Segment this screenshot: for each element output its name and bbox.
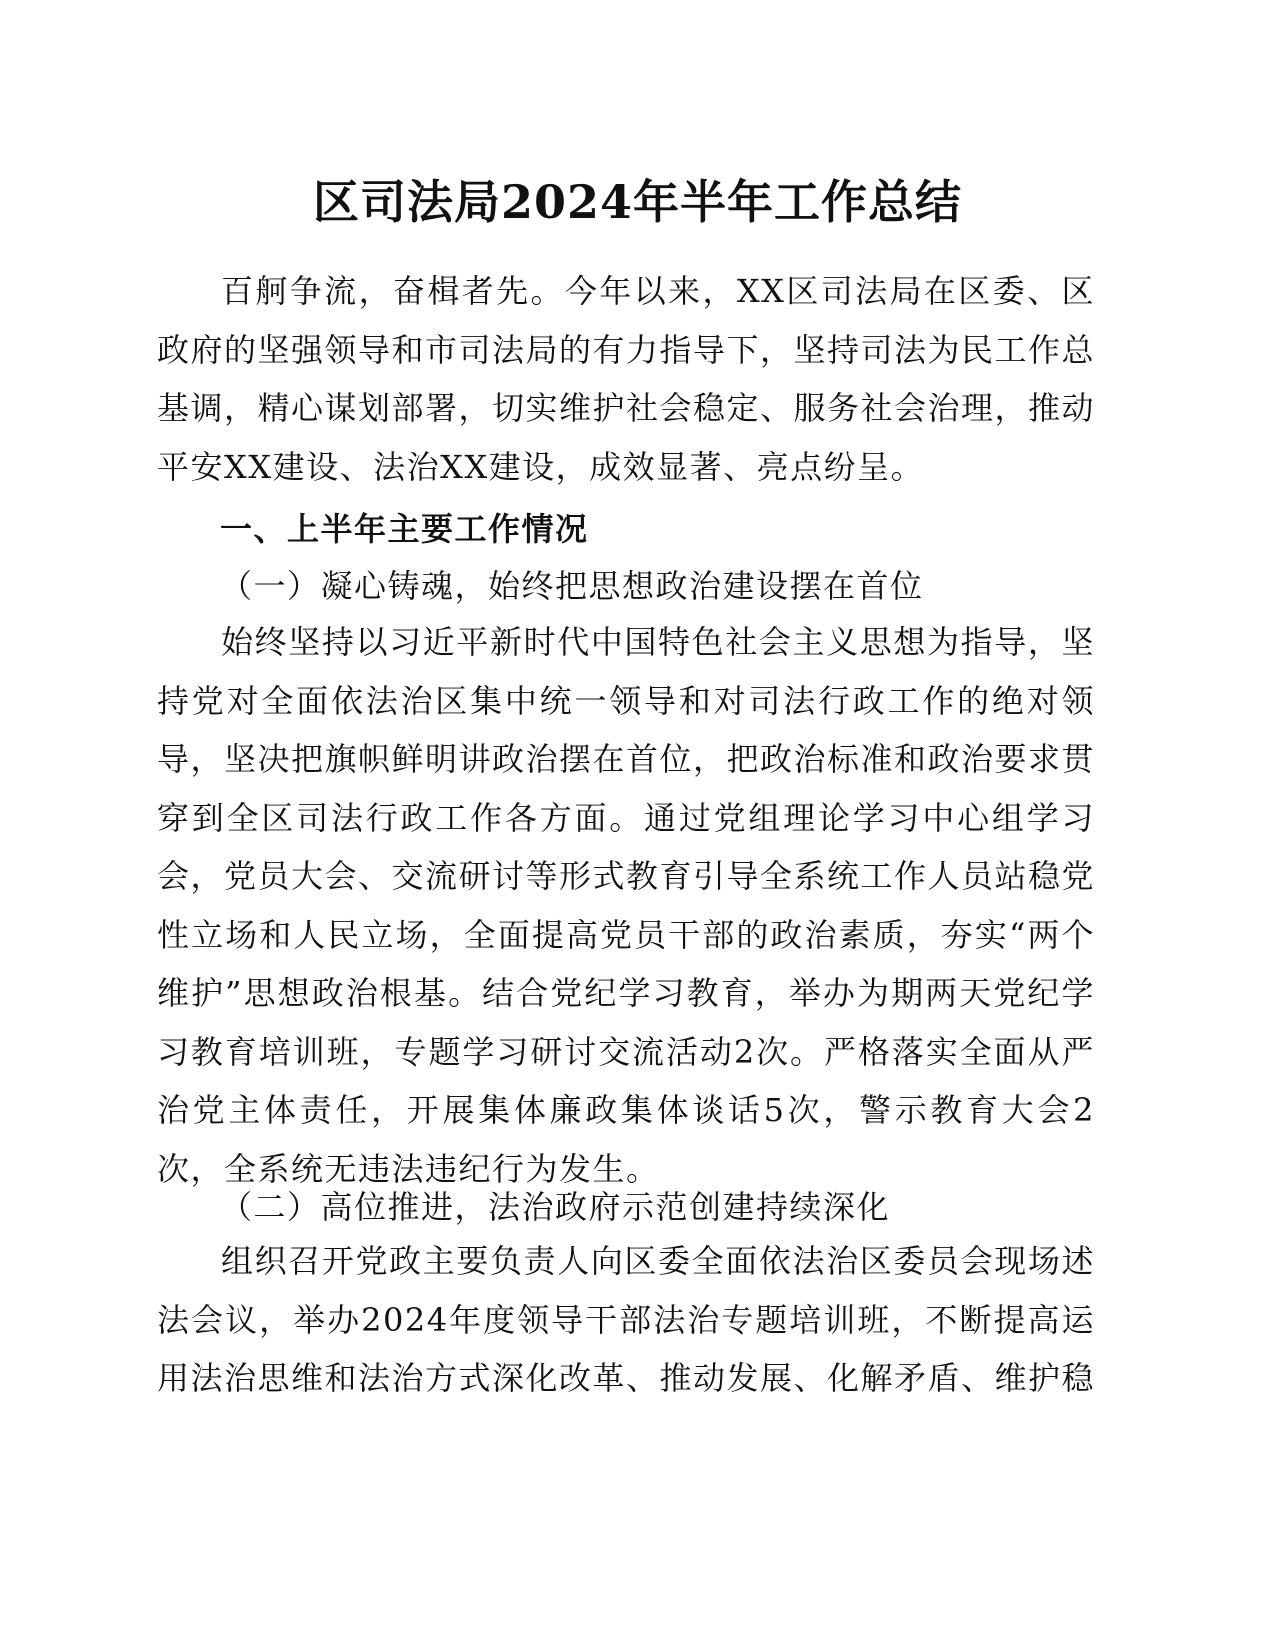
section-heading: 一、上半年主要工作情况 [220,510,589,548]
subsection-paragraph-2: 组织召开党政主要负责人向区委全面依法治区委员会现场述法会议，举办2024年度领导干部法治专题培训班，不断提高运用法治思维和法治方式深化改革、推动发展、化解矛盾、维护稳 [157,1242,1096,1397]
intro-paragraph: 百舸争流，奋楫者先。今年以来，XX区司法局在区委、区政府的坚强领导和市司法局的有力指导下，坚持司法为民工作总基调，精心谋划部署，切实维护社会稳定、服务社会治理，推动平安XX建设、法治XX建设，成效显著、亮点纷呈。 [157,272,1096,486]
document-title: 区司法局2024年半年工作总结 [312,175,963,229]
subsection-paragraph-1: 始终坚持以习近平新时代中国特色社会主义思想为指导，坚持党对全面依法治区集中统一领导和对司法行政工作的绝对领导，坚决把旗帜鲜明讲政治摆在首位，把政治标准和政治要求贯穿到全区司法行政工作各方面。通过党组理论学习中心组学习会，党员大会、交流研讨等形式教育引导全系统工作人员站稳党性立场和人民立场，全面提高党员干部的政治素质，夯实“两个维护”思想政治根基。结合党纪学习教育，举办为期两天党纪学习教育培训班，专题学习研讨交流活动2次。严格落实全面从严治党主体责任，开展集体廉政集体谈话5次，警示教育大会2次，全系统无违法违纪行为发生。 [157,623,1096,1188]
subsection-heading-1: （一）凝心铸魂，始终把思想政治建设摆在首位 [220,567,924,605]
subsection-heading-2: （二）高位推进，法治政府示范创建持续深化 [220,1188,891,1226]
